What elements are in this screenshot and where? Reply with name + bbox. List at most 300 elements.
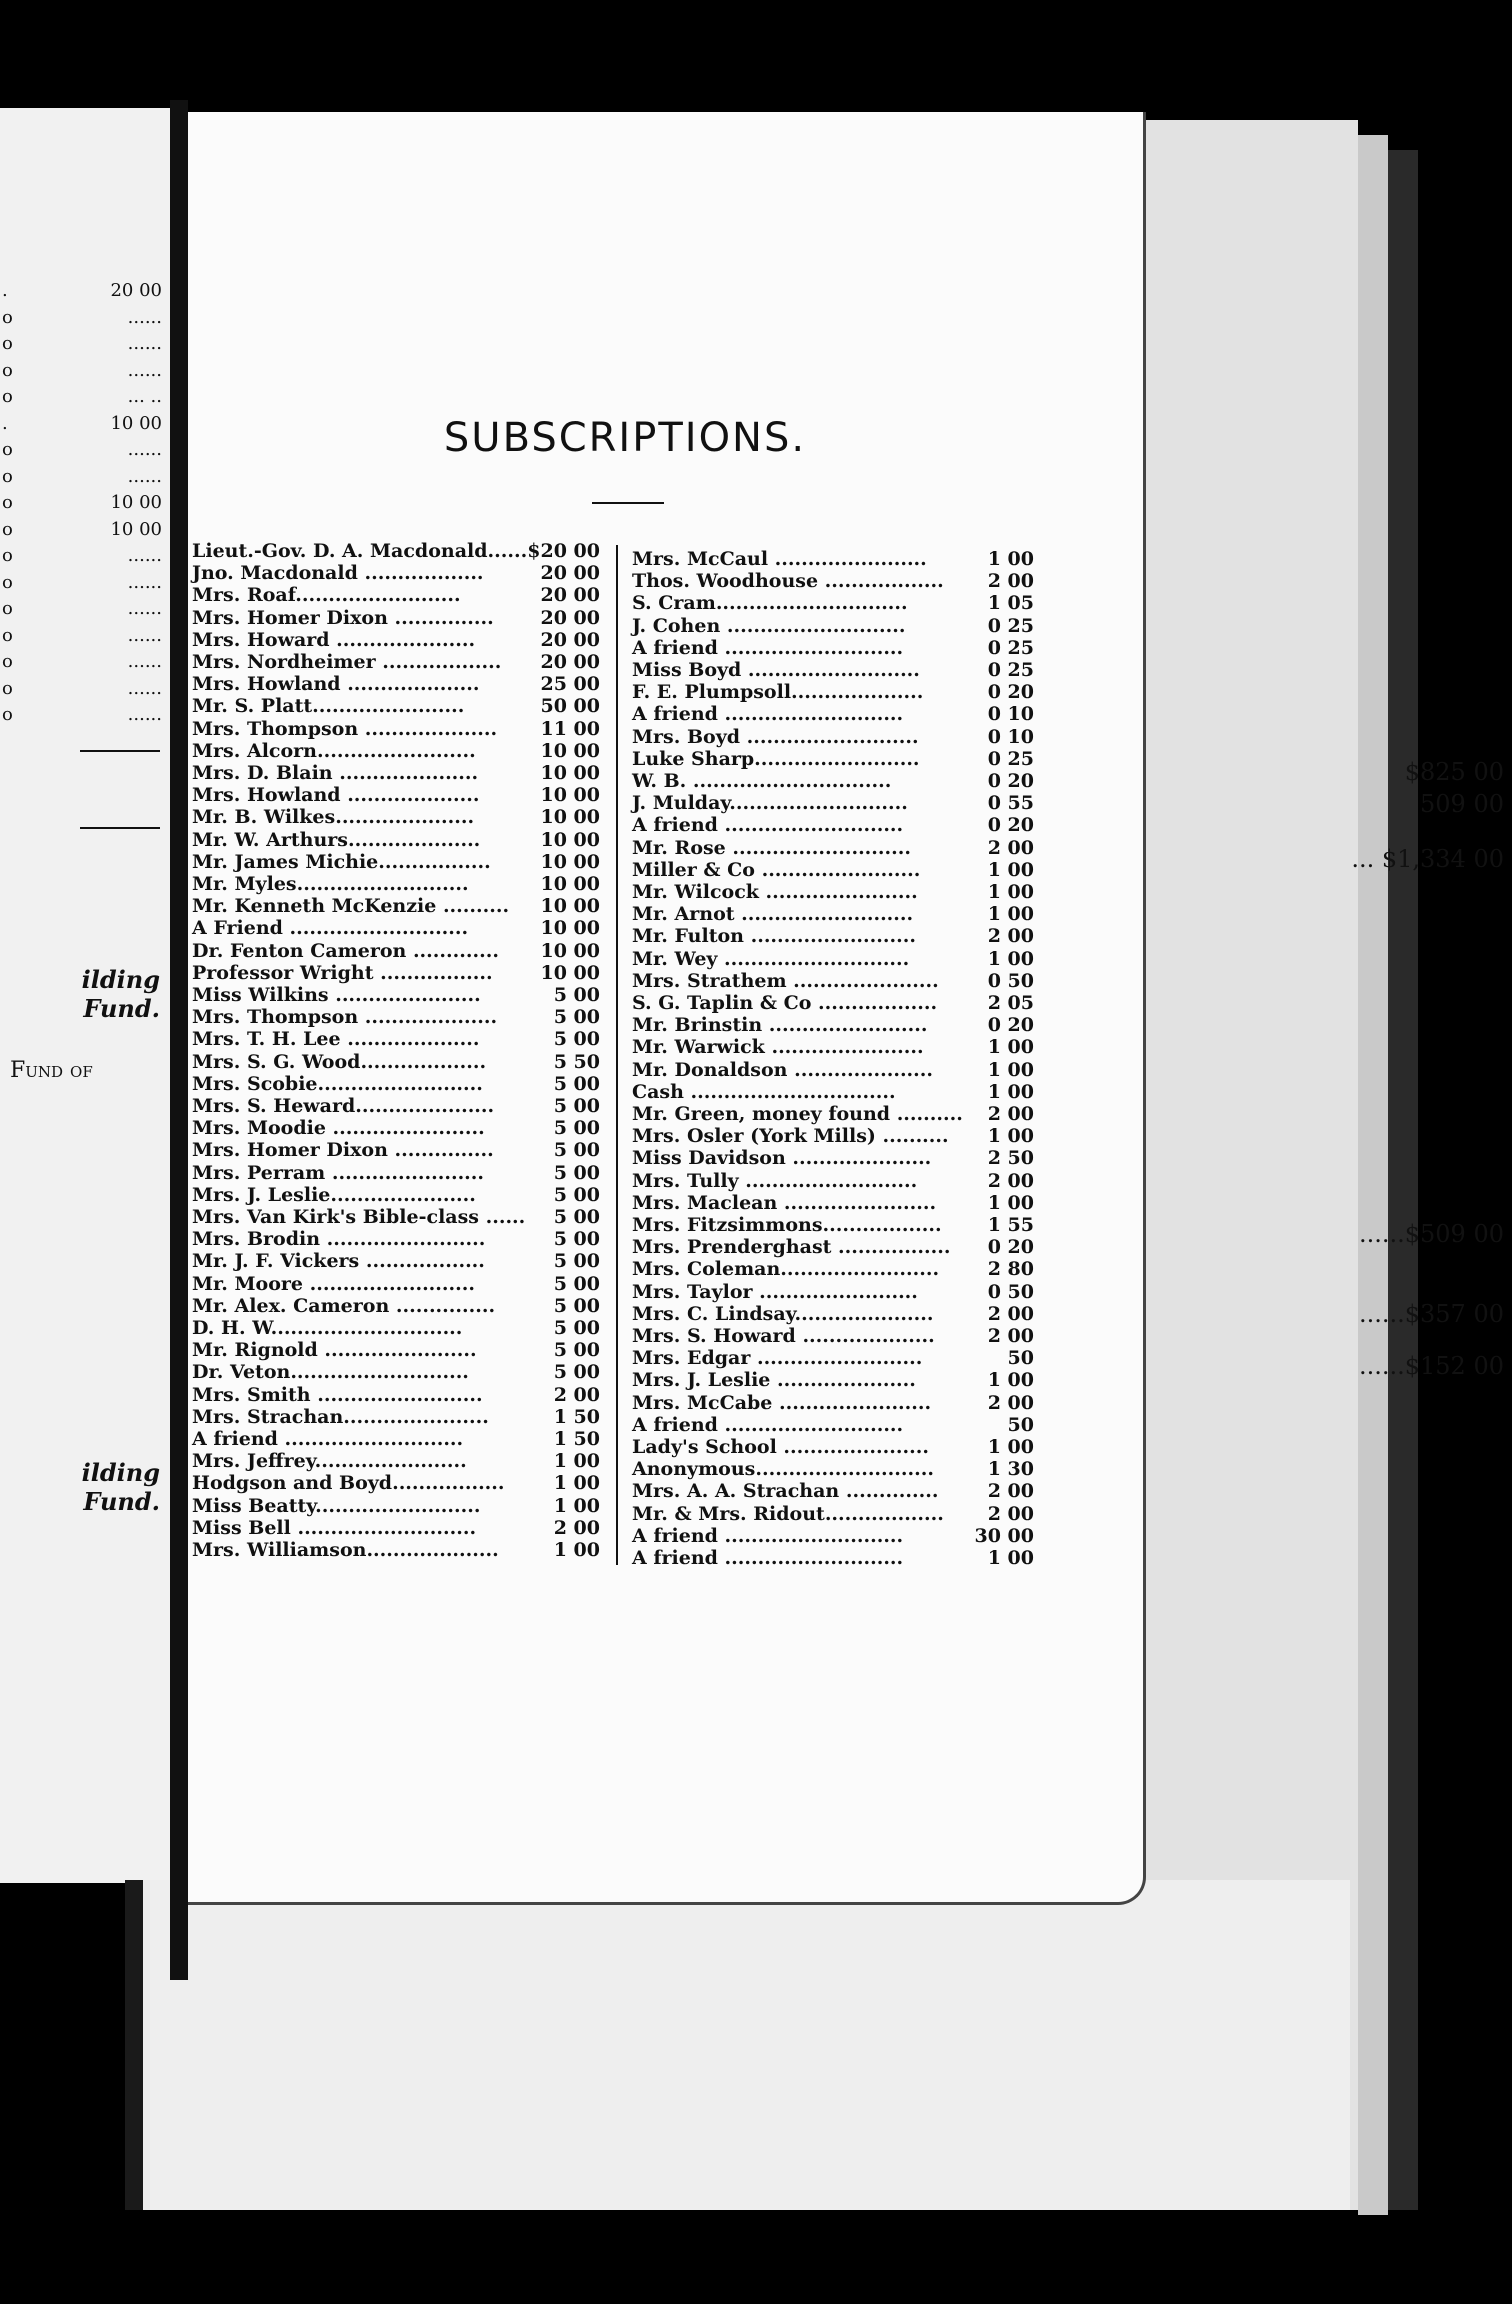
- subscription-row: [192, 1184, 600, 1206]
- subscription-amount: 0 20: [987, 814, 1034, 837]
- left-row-marker: o: [2, 333, 13, 354]
- subscription-amount: 2 00: [987, 1169, 1034, 1192]
- left-row-amount: 10 00: [110, 518, 162, 540]
- subscriber-name: A friend ...........................: [632, 1413, 904, 1436]
- left-amount-row: [0, 413, 170, 435]
- left-line-357: ......$357 00: [1358, 1300, 1504, 1328]
- subscriber-name: Miller & Co ........................: [632, 858, 921, 881]
- subscriber-name: Mrs. C. Lindsay.....................: [632, 1302, 934, 1325]
- subscriber-name: Mr. Brinstin ........................: [632, 1014, 928, 1037]
- subscription-amount: 5 00: [553, 1028, 600, 1051]
- subscription-row: [192, 1495, 600, 1517]
- subscription-row: [632, 1325, 1034, 1347]
- subscription-row: [632, 881, 1034, 903]
- left-building-fund-2: ilding Fund.: [81, 1458, 160, 1516]
- right-binding: [1388, 150, 1418, 2210]
- subscription-amount: 1 00: [987, 1191, 1034, 1214]
- subscription-amount: 5 00: [553, 1183, 600, 1206]
- subscriber-name: Mrs. Thompson ....................: [192, 717, 498, 740]
- subscription-row: [632, 970, 1034, 992]
- left-row-amount: ......: [127, 651, 162, 672]
- subscription-row: [632, 792, 1034, 814]
- subscription-amount: 5 00: [553, 1072, 600, 1095]
- subscriber-name: Mrs. Scobie.........................: [192, 1072, 483, 1095]
- left-row-amount: 10 00: [110, 412, 162, 434]
- left-amount-row: [0, 572, 170, 594]
- subscription-amount: 20 00: [540, 562, 600, 585]
- left-row-amount: ......: [127, 333, 162, 354]
- subscription-row: [192, 1295, 600, 1317]
- subscription-amount: 1 00: [987, 1080, 1034, 1103]
- subscription-row: [632, 1147, 1034, 1169]
- subscription-row: [632, 659, 1034, 681]
- subscriber-name: Mrs. J. Leslie......................: [192, 1183, 476, 1206]
- left-row-marker: o: [2, 677, 13, 699]
- left-row-amount: ......: [127, 359, 162, 381]
- subscription-row: [632, 592, 1034, 614]
- right-page-edge-shade: [1358, 135, 1388, 2215]
- page-title: SUBSCRIPTIONS.: [443, 415, 807, 461]
- subscription-row: [192, 1428, 600, 1450]
- subscriber-name: Mr. Fulton .........................: [632, 925, 916, 948]
- book-spine: [170, 100, 188, 1980]
- subscription-amount: 5 00: [553, 1206, 600, 1228]
- title-rule: [592, 502, 664, 504]
- subscription-amount: 1 00: [987, 1436, 1034, 1458]
- subscriber-name: S. Cram.............................: [632, 592, 908, 615]
- subscriber-name: Mrs. Brodin ........................: [192, 1228, 486, 1251]
- left-row-marker: o: [2, 704, 13, 725]
- subscriber-name: D. H. W.............................: [192, 1317, 463, 1339]
- subscription-amount: 50: [1007, 1413, 1034, 1436]
- left-row-marker: .: [2, 280, 8, 301]
- left-row-amount: ......: [127, 704, 162, 725]
- left-line-152: ......$152 00: [1358, 1352, 1504, 1380]
- subscription-row: [192, 806, 600, 828]
- subscriber-name: Mrs. Thompson ....................: [192, 1006, 498, 1029]
- subscription-amount: 1 00: [553, 1472, 600, 1495]
- under-page: [125, 1880, 1350, 2210]
- subscription-row: [192, 1073, 600, 1095]
- subscriber-name: Dr. Fenton Cameron .............: [192, 939, 499, 962]
- left-fund-of: Fund of: [10, 1058, 93, 1083]
- left-amount-row: [0, 280, 170, 302]
- subscription-amount: 10 00: [540, 939, 600, 962]
- subscription-row: [632, 548, 1034, 570]
- subscription-row: [632, 1458, 1034, 1480]
- column-divider: [616, 545, 618, 1565]
- left-row-amount: 10 00: [110, 492, 162, 513]
- left-row-marker: o: [2, 545, 13, 566]
- subscription-row: [192, 1095, 600, 1117]
- subscriber-name: Mrs. Edgar .........................: [632, 1347, 923, 1370]
- subscription-row: [632, 1547, 1034, 1569]
- left-amount-row: [0, 704, 170, 726]
- subscriber-name: Mr. Alex. Cameron ...............: [192, 1294, 496, 1317]
- subscriber-name: Mrs. Coleman........................: [632, 1258, 940, 1281]
- subscription-row: [192, 562, 600, 584]
- subscription-amount: 10 00: [540, 762, 600, 784]
- under-page-fold: [125, 1880, 143, 2210]
- subscriber-name: Mr. Arnot ..........................: [632, 903, 914, 926]
- subscriber-name: Mrs. S. Heward.....................: [192, 1095, 495, 1117]
- subscription-row: [192, 1384, 600, 1406]
- subscriber-name: Miss Davidson .....................: [632, 1147, 932, 1170]
- left-row-amount: ......: [127, 465, 162, 487]
- subscription-row: [632, 1281, 1034, 1303]
- subscription-amount: 0 25: [987, 636, 1034, 659]
- subscriber-name: W. B. ..............................: [632, 770, 892, 792]
- subscription-row: [192, 895, 600, 917]
- subscription-amount: 50 00: [540, 695, 600, 718]
- subscription-amount: 1 00: [987, 947, 1034, 970]
- subscription-row: [632, 1036, 1034, 1058]
- subscription-amount: 2 50: [987, 1147, 1034, 1170]
- left-row-marker: o: [2, 359, 13, 381]
- subscription-amount: 2 00: [553, 1383, 600, 1406]
- subscription-amount: $20 00: [527, 540, 600, 562]
- subscriber-name: A friend ...........................: [192, 1428, 464, 1450]
- subscriber-name: Mr. S. Platt.......................: [192, 695, 465, 718]
- subscription-amount: 2 00: [987, 1480, 1034, 1503]
- subscription-amount: 1 50: [553, 1405, 600, 1428]
- subscription-amount: 1 00: [987, 548, 1034, 570]
- subscription-row: [192, 540, 600, 562]
- subscriber-name: Mrs. Strachan......................: [192, 1405, 489, 1428]
- subscription-amount: 2 00: [987, 925, 1034, 948]
- subscription-row: [192, 629, 600, 651]
- subscription-amount: 1 00: [987, 858, 1034, 881]
- subscription-amount: 2 00: [987, 1103, 1034, 1125]
- subscriber-name: Mrs. D. Blain .....................: [192, 762, 479, 784]
- subscription-row: [632, 1103, 1034, 1125]
- subscription-amount: 1 00: [553, 1450, 600, 1473]
- subscription-amount: 5 00: [553, 1294, 600, 1317]
- subscription-row: [192, 1162, 600, 1184]
- subscription-amount: 5 00: [553, 984, 600, 1006]
- subscriber-name: Luke Sharp.........................: [632, 747, 920, 770]
- left-row-marker: o: [2, 598, 13, 619]
- subscription-amount: 1 05: [987, 592, 1034, 615]
- subscriber-name: Mrs. Homer Dixon ...............: [192, 606, 494, 629]
- subscription-row: [632, 1014, 1034, 1036]
- subscription-amount: 10 00: [540, 739, 600, 762]
- subscription-amount: 2 00: [987, 1325, 1034, 1347]
- subscriber-name: A friend ...........................: [632, 814, 904, 837]
- left-amount-row: [0, 625, 170, 647]
- subscription-row: [192, 607, 600, 629]
- subscription-row: [192, 1273, 600, 1295]
- subscription-row: [192, 984, 600, 1006]
- subscription-row: [192, 851, 600, 873]
- subscriber-name: Mr. Green, money found ..........: [632, 1103, 963, 1125]
- left-rule-2: [80, 827, 160, 829]
- subscriber-name: A friend ...........................: [632, 636, 904, 659]
- subscriber-name: Mrs. Strathem ......................: [632, 969, 939, 992]
- subscription-amount: 0 25: [987, 659, 1034, 681]
- subscriber-name: Mrs. A. A. Strachan ..............: [632, 1480, 939, 1503]
- subscription-row: [192, 673, 600, 695]
- subscription-amount: 0 25: [987, 614, 1034, 637]
- subscription-row: [632, 1081, 1034, 1103]
- subscriber-name: Mr. Rose ...........................: [632, 836, 911, 859]
- subscription-amount: 10 00: [540, 873, 600, 895]
- subscription-row: [192, 718, 600, 740]
- subscriber-name: Mr. Myles..........................: [192, 873, 469, 895]
- left-row-amount: 20 00: [110, 280, 162, 301]
- subscriber-name: Mr. & Mrs. Ridout..................: [632, 1502, 944, 1525]
- subscription-row: [632, 1192, 1034, 1214]
- subscription-amount: 5 00: [553, 1361, 600, 1384]
- subscription-row: [632, 1392, 1034, 1414]
- left-amount-row: [0, 307, 170, 329]
- left-row-marker: o: [2, 624, 13, 646]
- left-row-marker: o: [2, 571, 13, 593]
- subscription-row: [632, 1347, 1034, 1369]
- left-amount-row: [0, 651, 170, 673]
- subscription-row: [632, 1525, 1034, 1547]
- subscription-row: [632, 1369, 1034, 1391]
- subscriber-name: Miss Bell ...........................: [192, 1516, 477, 1539]
- left-row-amount: ......: [127, 624, 162, 646]
- subscription-amount: 1 00: [553, 1539, 600, 1561]
- subscriber-name: Mrs. T. H. Lee ....................: [192, 1028, 480, 1051]
- subscription-amount: 1 50: [553, 1428, 600, 1450]
- subscription-amount: 1 00: [553, 1494, 600, 1517]
- subscription-row: [632, 837, 1034, 859]
- subscriber-name: A Friend ...........................: [192, 917, 469, 940]
- subscriber-name: Mrs. McCaul .......................: [632, 548, 927, 570]
- subscription-row: [192, 1317, 600, 1339]
- subscription-amount: 2 80: [987, 1258, 1034, 1281]
- subscription-row: [632, 925, 1034, 947]
- subscriber-name: Mrs. Fitzsimmons..................: [632, 1214, 942, 1236]
- subscription-row: [632, 1258, 1034, 1280]
- subscription-amount: 2 00: [553, 1516, 600, 1539]
- subscriber-name: Mrs. Williamson....................: [192, 1539, 499, 1561]
- subscription-amount: 5 00: [553, 1250, 600, 1273]
- subscription-amount: 0 55: [987, 792, 1034, 815]
- subscription-row: [632, 859, 1034, 881]
- subscription-amount: 5 00: [553, 1095, 600, 1117]
- subscription-amount: 1 00: [987, 903, 1034, 926]
- subscriber-name: Mrs. Howard .....................: [192, 628, 476, 651]
- subscriber-name: Mr. Kenneth McKenzie ..........: [192, 895, 510, 918]
- subscription-row: [192, 940, 600, 962]
- subscription-row: [192, 1406, 600, 1428]
- subscription-row: [192, 1539, 600, 1561]
- subscription-row: [632, 992, 1034, 1014]
- left-amount-row: [0, 466, 170, 488]
- subscription-amount: 10 00: [540, 961, 600, 984]
- subscriber-name: Lady's School ......................: [632, 1436, 929, 1458]
- subscriber-name: Mr. J. F. Vickers ..................: [192, 1250, 485, 1273]
- subscription-amount: 2 00: [987, 1502, 1034, 1525]
- left-amount-row: [0, 598, 170, 620]
- subscription-amount: 10 00: [540, 806, 600, 829]
- subscription-row: [632, 1303, 1034, 1325]
- subscription-row: [192, 651, 600, 673]
- subscription-row: [632, 1214, 1034, 1236]
- subscription-amount: 1 00: [987, 1369, 1034, 1392]
- subscriber-name: Dr. Veton...........................: [192, 1361, 469, 1384]
- subscription-amount: 5 00: [553, 1317, 600, 1339]
- subscriber-name: Mrs. Van Kirk's Bible-class ......: [192, 1206, 526, 1228]
- subscriber-name: Mrs. S. G. Wood...................: [192, 1050, 487, 1073]
- subscription-row: [192, 1517, 600, 1539]
- subscription-amount: 0 50: [987, 1280, 1034, 1303]
- left-row-amount: ......: [127, 571, 162, 593]
- left-building-fund-1: ilding Fund.: [81, 965, 160, 1023]
- subscriber-name: Mrs. Moodie .......................: [192, 1117, 485, 1140]
- subscription-row: [632, 814, 1034, 836]
- subscriber-name: Miss Boyd ..........................: [632, 659, 920, 681]
- subscriber-name: Mrs. Tully ..........................: [632, 1169, 918, 1192]
- subscription-row: [632, 570, 1034, 592]
- subscription-row: [192, 1051, 600, 1073]
- subscription-amount: 1 30: [987, 1458, 1034, 1481]
- subscription-row: [632, 903, 1034, 925]
- subscription-amount: 2 00: [987, 1302, 1034, 1325]
- left-amount-row: [0, 545, 170, 567]
- subscription-row: [192, 1339, 600, 1361]
- subscriber-name: Mrs. Smith .........................: [192, 1383, 483, 1406]
- subscription-row: [192, 1472, 600, 1494]
- subscription-row: [192, 695, 600, 717]
- subscriber-name: Cash ...............................: [632, 1080, 896, 1103]
- subscriber-name: Thos. Woodhouse ..................: [632, 570, 944, 593]
- left-row-marker: o: [2, 386, 13, 407]
- subscription-row: [632, 770, 1034, 792]
- subscriber-name: Mrs. Roaf.........................: [192, 584, 461, 607]
- subscription-amount: 10 00: [540, 917, 600, 940]
- left-row-marker: o: [2, 306, 13, 328]
- left-amount-row: [0, 678, 170, 700]
- subscription-amount: 1 00: [987, 1125, 1034, 1148]
- subscriber-name: Jno. Macdonald ..................: [192, 562, 484, 585]
- left-rule-1: [80, 750, 160, 752]
- subscriber-name: Miss Beatty.........................: [192, 1494, 481, 1517]
- subscription-row: [632, 748, 1034, 770]
- subscription-row: [192, 1028, 600, 1050]
- subscription-row: [192, 740, 600, 762]
- subscriber-name: A friend ...........................: [632, 703, 904, 726]
- subscription-amount: 0 20: [987, 1014, 1034, 1037]
- subscription-amount: 2 00: [987, 570, 1034, 593]
- subscriber-name: Mr. Donaldson .....................: [632, 1058, 934, 1081]
- subscription-amount: 20 00: [540, 651, 600, 673]
- subscriber-name: Mr. W. Arthurs....................: [192, 828, 481, 851]
- subscription-row: [192, 784, 600, 806]
- subscriber-name: Mrs. Howland ....................: [192, 784, 480, 807]
- subscription-row: [632, 1236, 1034, 1258]
- subscription-row: [192, 873, 600, 895]
- subscription-amount: 2 00: [987, 836, 1034, 859]
- left-row-amount: ......: [127, 306, 162, 328]
- subscriber-name: Mrs. Homer Dixon ...............: [192, 1139, 494, 1162]
- subscription-amount: 5 00: [553, 1006, 600, 1029]
- left-row-marker: o: [2, 492, 13, 513]
- left-row-amount: ......: [127, 677, 162, 699]
- subscription-row: [632, 615, 1034, 637]
- subscriber-name: A friend ...........................: [632, 1524, 904, 1547]
- subscriber-name: Mr. Wilcock .......................: [632, 881, 918, 903]
- subscriber-name: Mrs. McCabe .......................: [632, 1391, 932, 1414]
- subscription-row: [192, 829, 600, 851]
- subscription-row: [192, 1006, 600, 1028]
- subscriber-name: Hodgson and Boyd.................: [192, 1472, 505, 1495]
- subscription-row: [632, 637, 1034, 659]
- subscription-amount: 2 05: [987, 992, 1034, 1014]
- subscription-amount: 0 50: [987, 969, 1034, 992]
- subscription-row: [632, 1503, 1034, 1525]
- left-amount-row: [0, 519, 170, 541]
- subscription-amount: 5 00: [553, 1117, 600, 1140]
- left-subtotal: $825 00: [1404, 758, 1504, 786]
- subscription-amount: 0 25: [987, 747, 1034, 770]
- subscription-row: [192, 584, 600, 606]
- subscription-row: [192, 1228, 600, 1250]
- subscription-row: [192, 1450, 600, 1472]
- subscription-amount: 1 00: [987, 1036, 1034, 1059]
- subscription-amount: 5 50: [553, 1050, 600, 1073]
- subscription-row: [632, 1125, 1034, 1147]
- left-total: ... $1,334 00: [1351, 845, 1504, 873]
- subscription-row: [632, 948, 1034, 970]
- subscriber-name: S. G. Taplin & Co ..................: [632, 992, 938, 1014]
- subscriber-name: Mrs. Nordheimer ..................: [192, 651, 502, 673]
- subscription-row: [192, 1117, 600, 1139]
- subscription-amount: 2 00: [987, 1391, 1034, 1414]
- subscriber-name: Mr. Rignold .......................: [192, 1339, 477, 1362]
- subscription-amount: 20 00: [540, 606, 600, 629]
- subscription-amount: 5 00: [553, 1272, 600, 1295]
- subscription-amount: 0 20: [987, 770, 1034, 792]
- subscription-row: [632, 726, 1034, 748]
- left-row-marker: o: [2, 439, 13, 460]
- left-row-amount: ......: [127, 598, 162, 619]
- subscription-row: [192, 962, 600, 984]
- subscriber-name: Mr. James Michie.................: [192, 850, 491, 873]
- subscriber-name: Mrs. Howland ....................: [192, 673, 480, 696]
- subscription-row: [192, 917, 600, 939]
- left-amount-row: [0, 439, 170, 461]
- subscription-amount: 20 00: [540, 628, 600, 651]
- subscriber-name: Mr. Warwick .......................: [632, 1036, 924, 1059]
- subscriber-name: Mrs. Taylor ........................: [632, 1280, 918, 1303]
- subscription-amount: 0 20: [987, 681, 1034, 704]
- subscription-amount: 0 10: [987, 703, 1034, 726]
- subscription-row: [632, 1059, 1034, 1081]
- left-amount-row: [0, 386, 170, 408]
- subscription-amount: 0 10: [987, 725, 1034, 748]
- subscription-amount: 5 00: [553, 1139, 600, 1162]
- subscription-amount: 20 00: [540, 584, 600, 607]
- left-line-509: ......$509 00: [1358, 1220, 1504, 1248]
- subscription-amount: 11 00: [540, 717, 600, 740]
- subscription-amount: 10 00: [540, 850, 600, 873]
- subscription-amount: 10 00: [540, 784, 600, 807]
- subscriber-name: J. Mulday...........................: [632, 792, 908, 815]
- left-row-marker: o: [2, 465, 13, 487]
- subscriber-name: A friend ...........................: [632, 1547, 904, 1569]
- subscription-amount: 0 20: [987, 1236, 1034, 1259]
- subscription-amount: 1 00: [987, 1058, 1034, 1081]
- subscription-row: [192, 1139, 600, 1161]
- left-row-marker: o: [2, 651, 13, 672]
- subscription-row: [632, 1480, 1034, 1502]
- subscriber-name: Mrs. Prenderghast .................: [632, 1236, 951, 1259]
